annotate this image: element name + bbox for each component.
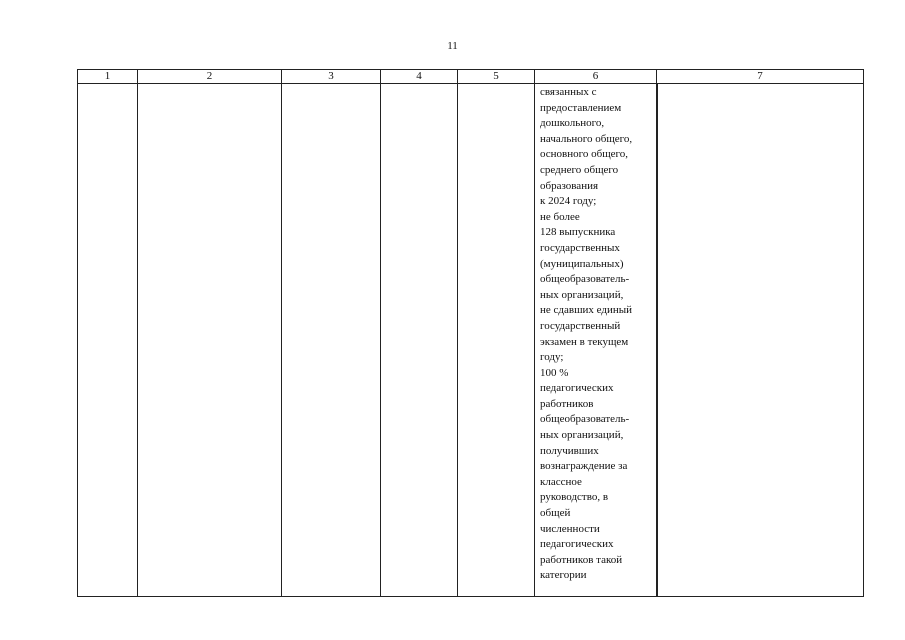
text-line: государственный [540,319,621,332]
data-table [77,69,864,597]
text-line: общей [540,507,571,520]
text-line: ных организаций, [540,288,624,301]
text-line: экзамен в текущем [540,335,629,348]
text-line: получивших [540,444,599,457]
page-number: 11 [447,40,458,52]
text-line: начального общего, [540,132,633,145]
text-line: общеобразователь- [540,273,630,286]
text-line: общеобразователь- [540,413,630,426]
text-line: государственных [540,241,620,254]
cell-col-6-text [535,84,656,584]
text-line: связанных с [540,86,597,98]
cell-col-2 [138,84,282,597]
header-col-6: 6 [535,70,657,84]
text-line: категории [540,569,587,582]
text-line: численности [540,522,600,535]
text-line: 128 выпускника [540,226,616,239]
cell-col-5 [458,84,535,597]
text-line: классное [540,475,582,488]
cell-col-7 [657,84,864,597]
text-line: образования [540,179,599,192]
text-line: 100 % [540,366,569,379]
text-line: не сдавших единый [540,304,633,317]
text-line: ных организаций, [540,429,624,442]
header-col-5: 5 [458,70,535,84]
text-line: (муниципальных) [540,257,624,270]
header-col-7: 7 [657,70,864,84]
text-line: не более [540,210,580,223]
header-col-3: 3 [282,70,381,84]
table-row [78,84,864,597]
text-line: вознаграждение за [540,460,628,473]
header-col-4: 4 [381,70,458,84]
text-line: руководство, в [540,491,609,504]
text-line: среднего общего [540,163,619,176]
cell-col-6 [535,84,657,597]
text-line: основного общего, [540,148,629,161]
cell-col-1 [78,84,138,597]
header-col-2: 2 [138,70,282,84]
cell-col-4 [381,84,458,597]
cell-col-3 [282,84,381,597]
text-line: педагогических [540,538,614,551]
text-line: педагогических [540,382,614,395]
text-line: году; [540,351,564,364]
text-line: работников такой [540,553,623,566]
text-line: дошкольного, [540,117,605,130]
text-line: предоставлением [540,101,622,114]
header-col-1: 1 [78,70,138,84]
header-row [78,70,864,84]
text-line: к 2024 году; [540,195,597,208]
text-line: работников [540,397,594,410]
